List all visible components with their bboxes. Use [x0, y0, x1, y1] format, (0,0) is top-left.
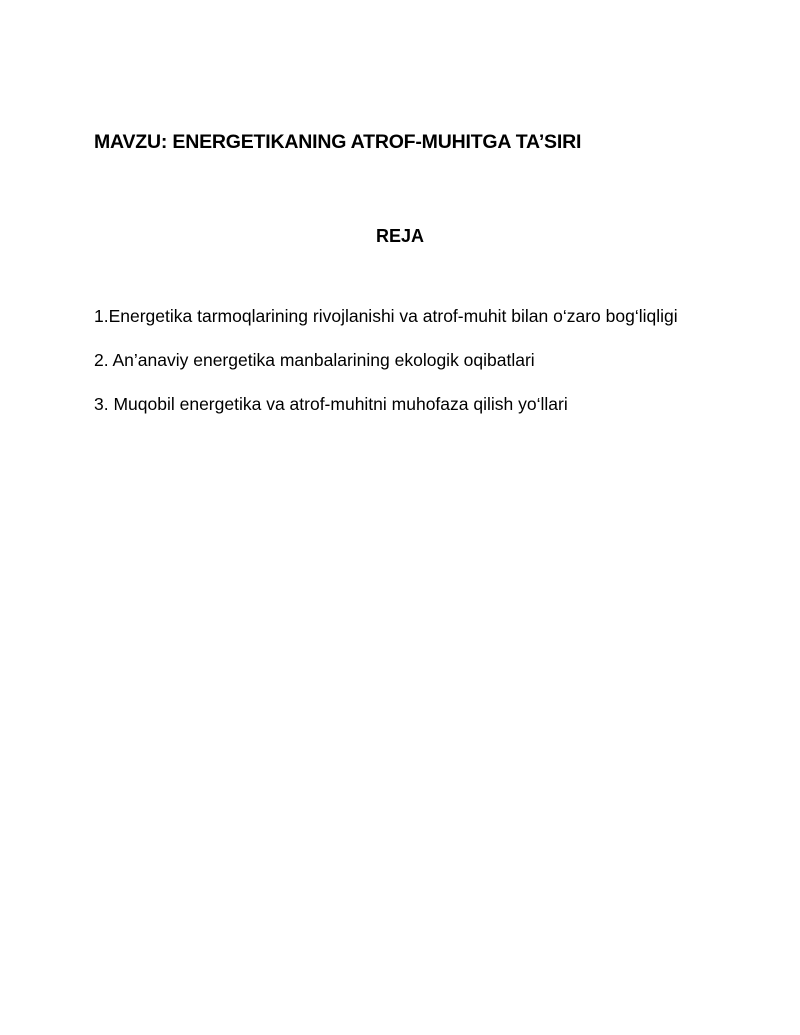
document-title: MAVZU: ENERGETIKANING ATROF-MUHITGA TA’SIRI — [94, 131, 582, 153]
plan-list — [94, 302, 706, 418]
plan-item-2: 2. An’anaviy energetika manbalarining ekologik oqibatlari — [94, 350, 535, 370]
plan-heading: REJA — [375, 226, 424, 246]
plan-item-3: 3. Muqobil energetika va atrof-muhitni muhofaza qilish yo‘llari — [94, 394, 568, 414]
plan-item-1: 1.Energetika tarmoqlarining rivojlanishi va atrof-muhit bilan o‘zaro bog‘liqligi — [94, 306, 678, 326]
document-body — [94, 128, 706, 434]
